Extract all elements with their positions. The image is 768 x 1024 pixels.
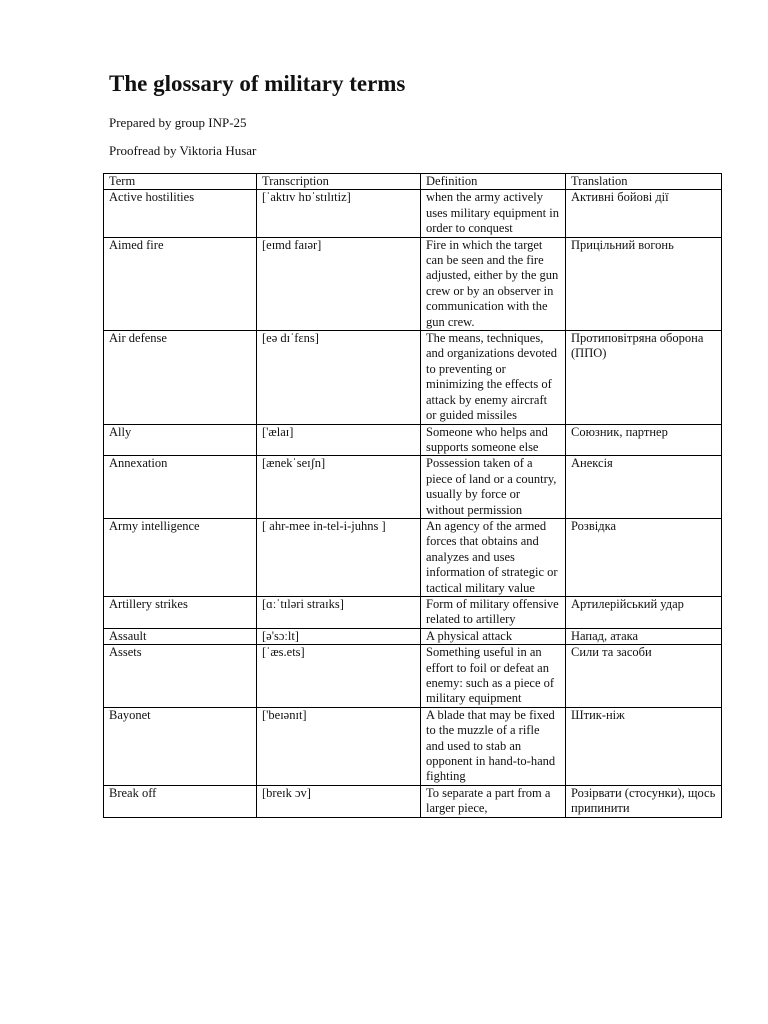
table-row: [104, 628, 722, 644]
header-translation: Translation: [566, 174, 722, 190]
transcription-cell: ['ælaɪ]: [257, 424, 421, 456]
definition-cell: An agency of the armed forces that obtains and analyzes and uses information of strategic or tactical military value: [421, 518, 566, 596]
term-cell: Ally: [104, 424, 257, 456]
glossary-table: [103, 173, 722, 818]
definition-cell: Possession taken of a piece of land or a country, usually by force or without permission: [421, 456, 566, 519]
translation-cell: Розвідка: [566, 518, 722, 596]
transcription-cell: [ˈæs.ets]: [257, 645, 421, 708]
translation-cell: Союзник, партнер: [566, 424, 722, 456]
table-row: [104, 596, 722, 628]
definition-cell: Something useful in an effort to foil or defeat an enemy: such as a piece of military equipment: [421, 645, 566, 708]
translation-cell: Сили та засоби: [566, 645, 722, 708]
table-row: [104, 518, 722, 596]
transcription-cell: ['beɪənɪt]: [257, 707, 421, 785]
definition-cell: A physical attack: [421, 628, 566, 644]
table-row: [104, 707, 722, 785]
transcription-cell: [breɪk ɔv]: [257, 785, 421, 817]
translation-cell: Прицільний вогонь: [566, 237, 722, 330]
transcription-cell: [ɑːˈtɪləri straɪks]: [257, 596, 421, 628]
table-row: [104, 237, 722, 330]
table-header-row: [104, 174, 722, 190]
table-row: [104, 645, 722, 708]
header-transcription: Transcription: [257, 174, 421, 190]
transcription-cell: [eə dɪˈfɛns]: [257, 331, 421, 424]
header-definition: Definition: [421, 174, 566, 190]
definition-cell: A blade that may be fixed to the muzzle of a rifle and used to stab an opponent in hand-to-hand fighting: [421, 707, 566, 785]
translation-cell: Розірвати (стосунки), щось припинити: [566, 785, 722, 817]
translation-cell: Активні бойові дії: [566, 190, 722, 237]
translation-cell: Напад, атака: [566, 628, 722, 644]
term-cell: Assets: [104, 645, 257, 708]
term-cell: Annexation: [104, 456, 257, 519]
proofread-by-line: Proofread by Viktoria Husar: [109, 143, 257, 158]
term-cell: Active hostilities: [104, 190, 257, 237]
table-row: [104, 424, 722, 456]
translation-cell: Протиповітряна оборона (ППО): [566, 331, 722, 424]
term-cell: Aimed fire: [104, 237, 257, 330]
header-term: Term: [104, 174, 257, 190]
transcription-cell: [eɪmd faɪər]: [257, 237, 421, 330]
term-cell: Break off: [104, 785, 257, 817]
term-cell: Assault: [104, 628, 257, 644]
definition-cell: The means, techniques, and organizations devoted to preventing or minimizing the effects of attack by enemy aircraft or guided missiles: [421, 331, 566, 424]
document-title: The glossary of military terms: [109, 71, 406, 96]
translation-cell: Артилерійський удар: [566, 596, 722, 628]
definition-cell: Fire in which the target can be seen and the fire adjusted, either by the gun crew or by an observer in communication with the gun crew.: [421, 237, 566, 330]
transcription-cell: [ænekˈseɪʃn]: [257, 456, 421, 519]
prepared-by-line: Prepared by group INP-25: [109, 115, 247, 130]
table-row: [104, 456, 722, 519]
term-cell: Army intelligence: [104, 518, 257, 596]
definition-cell: when the army actively uses military equipment in order to conquest: [421, 190, 566, 237]
table-row: [104, 331, 722, 424]
term-cell: Air defense: [104, 331, 257, 424]
definition-cell: Someone who helps and supports someone else: [421, 424, 566, 456]
transcription-cell: [ ahr-mee in-tel-i-juhns ]: [257, 518, 421, 596]
translation-cell: Анексія: [566, 456, 722, 519]
definition-cell: To separate a part from a larger piece,: [421, 785, 566, 817]
transcription-cell: [ˈaktɪv hɒˈstɪlɪtiz]: [257, 190, 421, 237]
translation-cell: Штик-ніж: [566, 707, 722, 785]
table-row: [104, 785, 722, 817]
term-cell: Artillery strikes: [104, 596, 257, 628]
transcription-cell: [ə'sɔːlt]: [257, 628, 421, 644]
term-cell: Bayonet: [104, 707, 257, 785]
table-row: [104, 190, 722, 237]
definition-cell: Form of military offensive related to artillery: [421, 596, 566, 628]
